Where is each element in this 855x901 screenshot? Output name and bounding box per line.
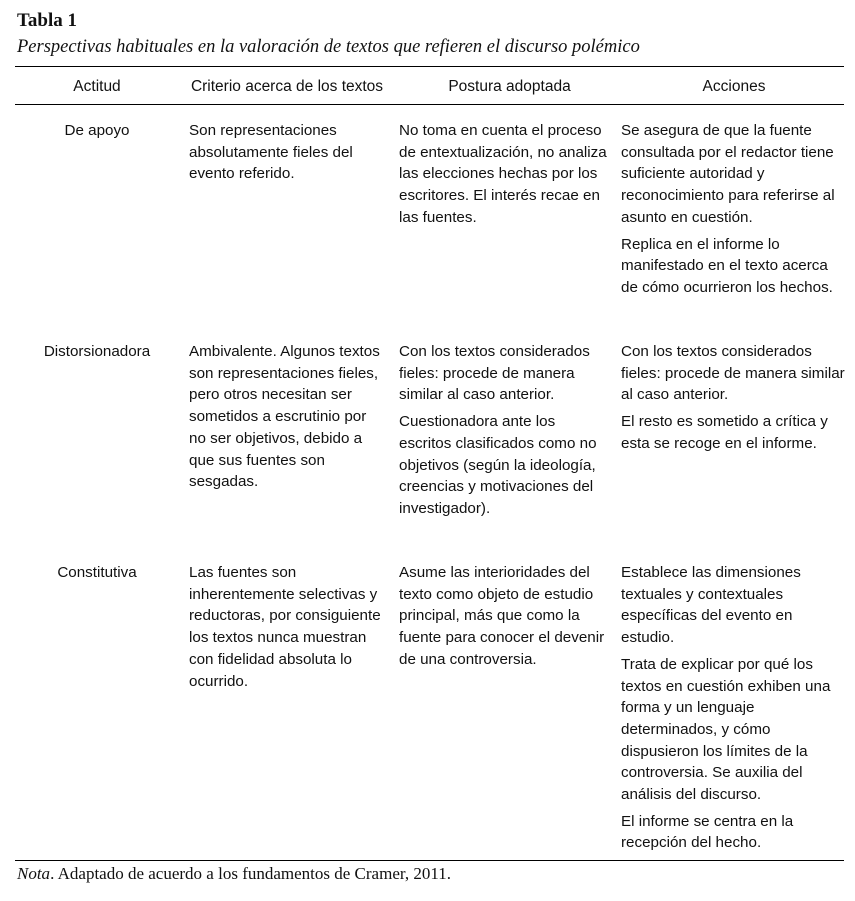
table-note xyxy=(17,864,451,884)
cell-criterio xyxy=(189,120,386,190)
note-text: . Adaptado de acuerdo a los fundamentos de Cramer, 2011. xyxy=(50,864,451,883)
cell-actitud xyxy=(22,341,172,368)
acciones-text: El resto es sometido a crítica y esta se recoge en el informe. xyxy=(621,413,828,452)
cell-postura xyxy=(399,562,608,676)
table-bottom-rule xyxy=(15,860,844,861)
cell-postura xyxy=(399,341,608,525)
cell-acciones xyxy=(621,120,847,304)
cell-criterio xyxy=(189,341,386,498)
postura-text: Cuestionadora ante los escritos clasificados como no objetivos (según la ideología, creencias y motivaciones del investigador). xyxy=(399,413,597,517)
acciones-text: El informe se centra en la recepción del hecho. xyxy=(621,812,794,852)
cell-actitud xyxy=(22,562,172,589)
postura-text: Asume las interioridades del texto como objeto de estudio principal, más que como la fuente para conocer el devenir de una controversia. xyxy=(399,564,605,668)
table-title: Tabla 1 xyxy=(17,10,78,31)
acciones-text: Replica en el informe lo manifestado en el texto acerca de cómo ocurrieron los hechos. xyxy=(621,235,833,296)
criterio-text: Ambivalente. Algunos textos son representaciones fieles, pero otros necesitan ser sometidos a escrutinio por no ser objetivos, debido a que sus fuentes son sesgadas. xyxy=(189,343,380,491)
cell-postura xyxy=(399,120,608,234)
actitud-text: Distorsionadora xyxy=(43,343,151,360)
header-criterio: Criterio acerca de los textos xyxy=(190,78,384,95)
postura-text: Con los textos considerados fieles: procede de manera similar al caso anterior. xyxy=(399,343,590,404)
cell-actitud xyxy=(22,120,172,147)
acciones-text: Con los textos considerados fieles: procede de manera similar al caso anterior. xyxy=(621,343,845,404)
note-label: Nota xyxy=(17,864,51,883)
header-acciones: Acciones xyxy=(702,78,766,95)
header-actitud: Actitud xyxy=(73,78,121,95)
header-postura: Postura adoptada xyxy=(448,78,571,95)
cell-criterio xyxy=(189,562,386,697)
actitud-text: Constitutiva xyxy=(57,564,137,581)
acciones-text: Se asegura de que la fuente consultada por el redactor tiene suficiente autoridad y reconocimiento para referirse al asunto en cuestión. xyxy=(621,122,835,226)
header-bottom-rule xyxy=(15,104,844,105)
table-top-rule xyxy=(15,66,844,67)
cell-acciones xyxy=(621,562,847,859)
acciones-text: Trata de explicar por qué los textos en cuestión exhiben una forma y un lenguaje determinados, y cómo dispusieron los límites de la controversia. Se auxilia del análisis del discurso. xyxy=(621,655,831,804)
criterio-text: Son representaciones absolutamente fieles del evento referido. xyxy=(189,122,353,183)
actitud-text: De apoyo xyxy=(64,122,130,139)
cell-acciones xyxy=(621,341,847,460)
acciones-text: Establece las dimensiones textuales y contextuales específicas del evento en estudio. xyxy=(621,564,801,647)
postura-text: No toma en cuenta el proceso de entextualización, no analiza las elecciones hechas por los escritores. El interés recae en las fuentes. xyxy=(399,122,607,226)
table-subtitle: Perspectivas habituales en la valoración de textos que refieren el discurso polémico xyxy=(17,37,640,57)
criterio-text: Las fuentes son inherentemente selectivas y reductoras, por consiguiente los textos nunca muestran con fidelidad absoluta lo ocurrido. xyxy=(189,564,381,690)
